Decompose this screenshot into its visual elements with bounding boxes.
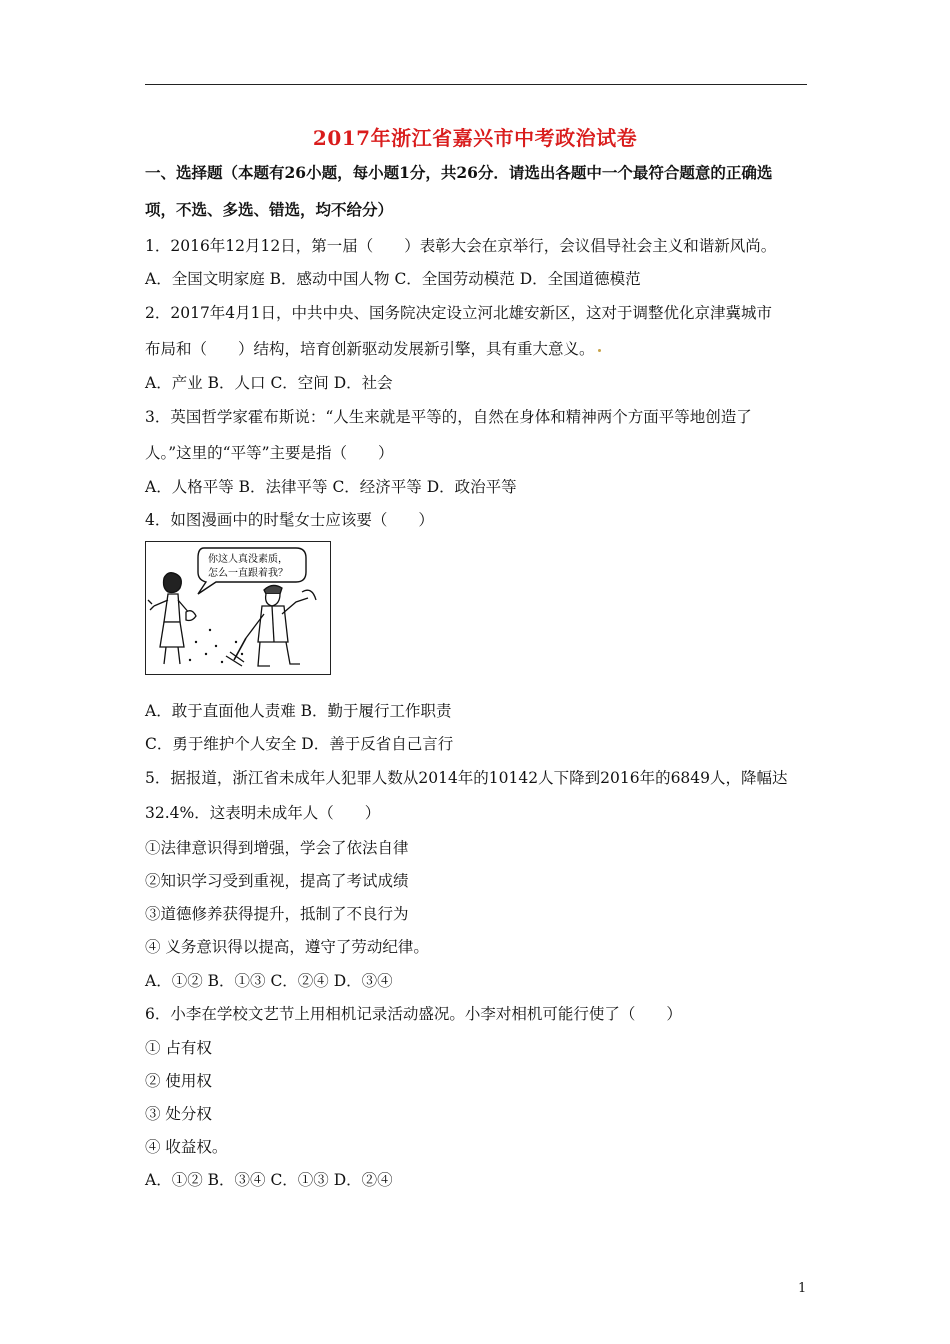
- question-2-stem-line1: 2．2017年4月1日，中共中央、国务院决定设立河北雄安新区，这对于调整优化京津冀城市: [145, 304, 773, 322]
- question-5-options: A．①② B．①③ C．②④ D．③④: [145, 972, 393, 990]
- speck-mark: [598, 349, 601, 352]
- question-6-stem: 6．小李在学校文艺节上用相机记录活动盛况。小李对相机可能行使了（ ）: [145, 1005, 682, 1023]
- question-6-item-1: ① 占有权: [145, 1039, 212, 1057]
- question-2-options: A．产业 B．人口 C．空间 D．社会: [145, 374, 393, 392]
- question-4-options-line1: A．敢于直面他人责难 B．勤于履行工作职责: [145, 702, 452, 720]
- woman-figure: [148, 573, 196, 664]
- page-number: 1: [798, 1281, 807, 1296]
- question-6-options: A．①② B．③④ C．①③ D．②④: [145, 1171, 393, 1189]
- question-4-stem: 4．如图漫画中的时髦女士应该要（ ）: [145, 511, 434, 529]
- question-5-item-3: ③道德修养获得提升，抵制了不良行为: [145, 905, 409, 923]
- question-1-stem: 1．2016年12月12日，第一届（ ）表彰大会在京举行，会议倡导社会主义和谐新风尚。: [145, 237, 777, 255]
- page-title: 2017年浙江省嘉兴市中考政治试卷: [312, 126, 638, 150]
- sweeper-figure: [226, 585, 316, 666]
- cartoon-bubble-line1: 你这人真没素质，: [208, 554, 288, 565]
- question-5-item-1: ①法律意识得到增强，学会了依法自律: [145, 839, 409, 857]
- question-4-cartoon: [145, 541, 331, 675]
- question-3-stem-line1: 3．英国哲学家霍布斯说：“人生来就是平等的，自然在身体和精神两个方面平等地创造了: [145, 408, 752, 426]
- section-heading-line1: 一、选择题（本题有26小题，每小题1分，共26分．请选出各题中一个最符合题意的正确选: [145, 163, 773, 182]
- question-6-item-3: ③ 处分权: [145, 1105, 212, 1123]
- question-1-options: A．全国文明家庭 B．感动中国人物 C．全国劳动模范 D．全国道德模范: [145, 270, 641, 288]
- question-2-stem-line2-text: 布局和（ ）结构，培育创新驱动发展新引擎，具有重大意义。: [145, 340, 595, 358]
- question-3-options: A．人格平等 B．法律平等 C．经济平等 D．政治平等: [145, 478, 517, 496]
- header-rule: [145, 84, 807, 85]
- question-6-item-2: ② 使用权: [145, 1072, 212, 1090]
- question-5-stem-line2: 32.4%．这表明未成年人（ ）: [145, 804, 381, 822]
- question-5-item-2: ②知识学习受到重视，提高了考试成绩: [145, 872, 409, 890]
- question-6-item-4: ④ 收益权。: [145, 1138, 228, 1156]
- question-3-stem-line2: 人。”这里的“平等”主要是指（ ）: [145, 444, 394, 462]
- cartoon-drawing: [146, 542, 329, 673]
- question-2-stem-line2: [145, 339, 601, 359]
- cartoon-bubble-line2: 怎么一直跟着我？: [208, 568, 288, 579]
- section-heading-line2: 项，不选、多选、错选，均不给分）: [145, 200, 394, 219]
- question-5-stem-line1: 5．据报道，浙江省未成年人犯罪人数从2014年的10142人下降到2016年的6849人，降幅达: [145, 769, 788, 787]
- question-4-options-line2: C．勇于维护个人安全 D．善于反省自己言行: [145, 735, 454, 753]
- question-5-item-4: ④ 义务意识得以提高，遵守了劳动纪律。: [145, 938, 429, 956]
